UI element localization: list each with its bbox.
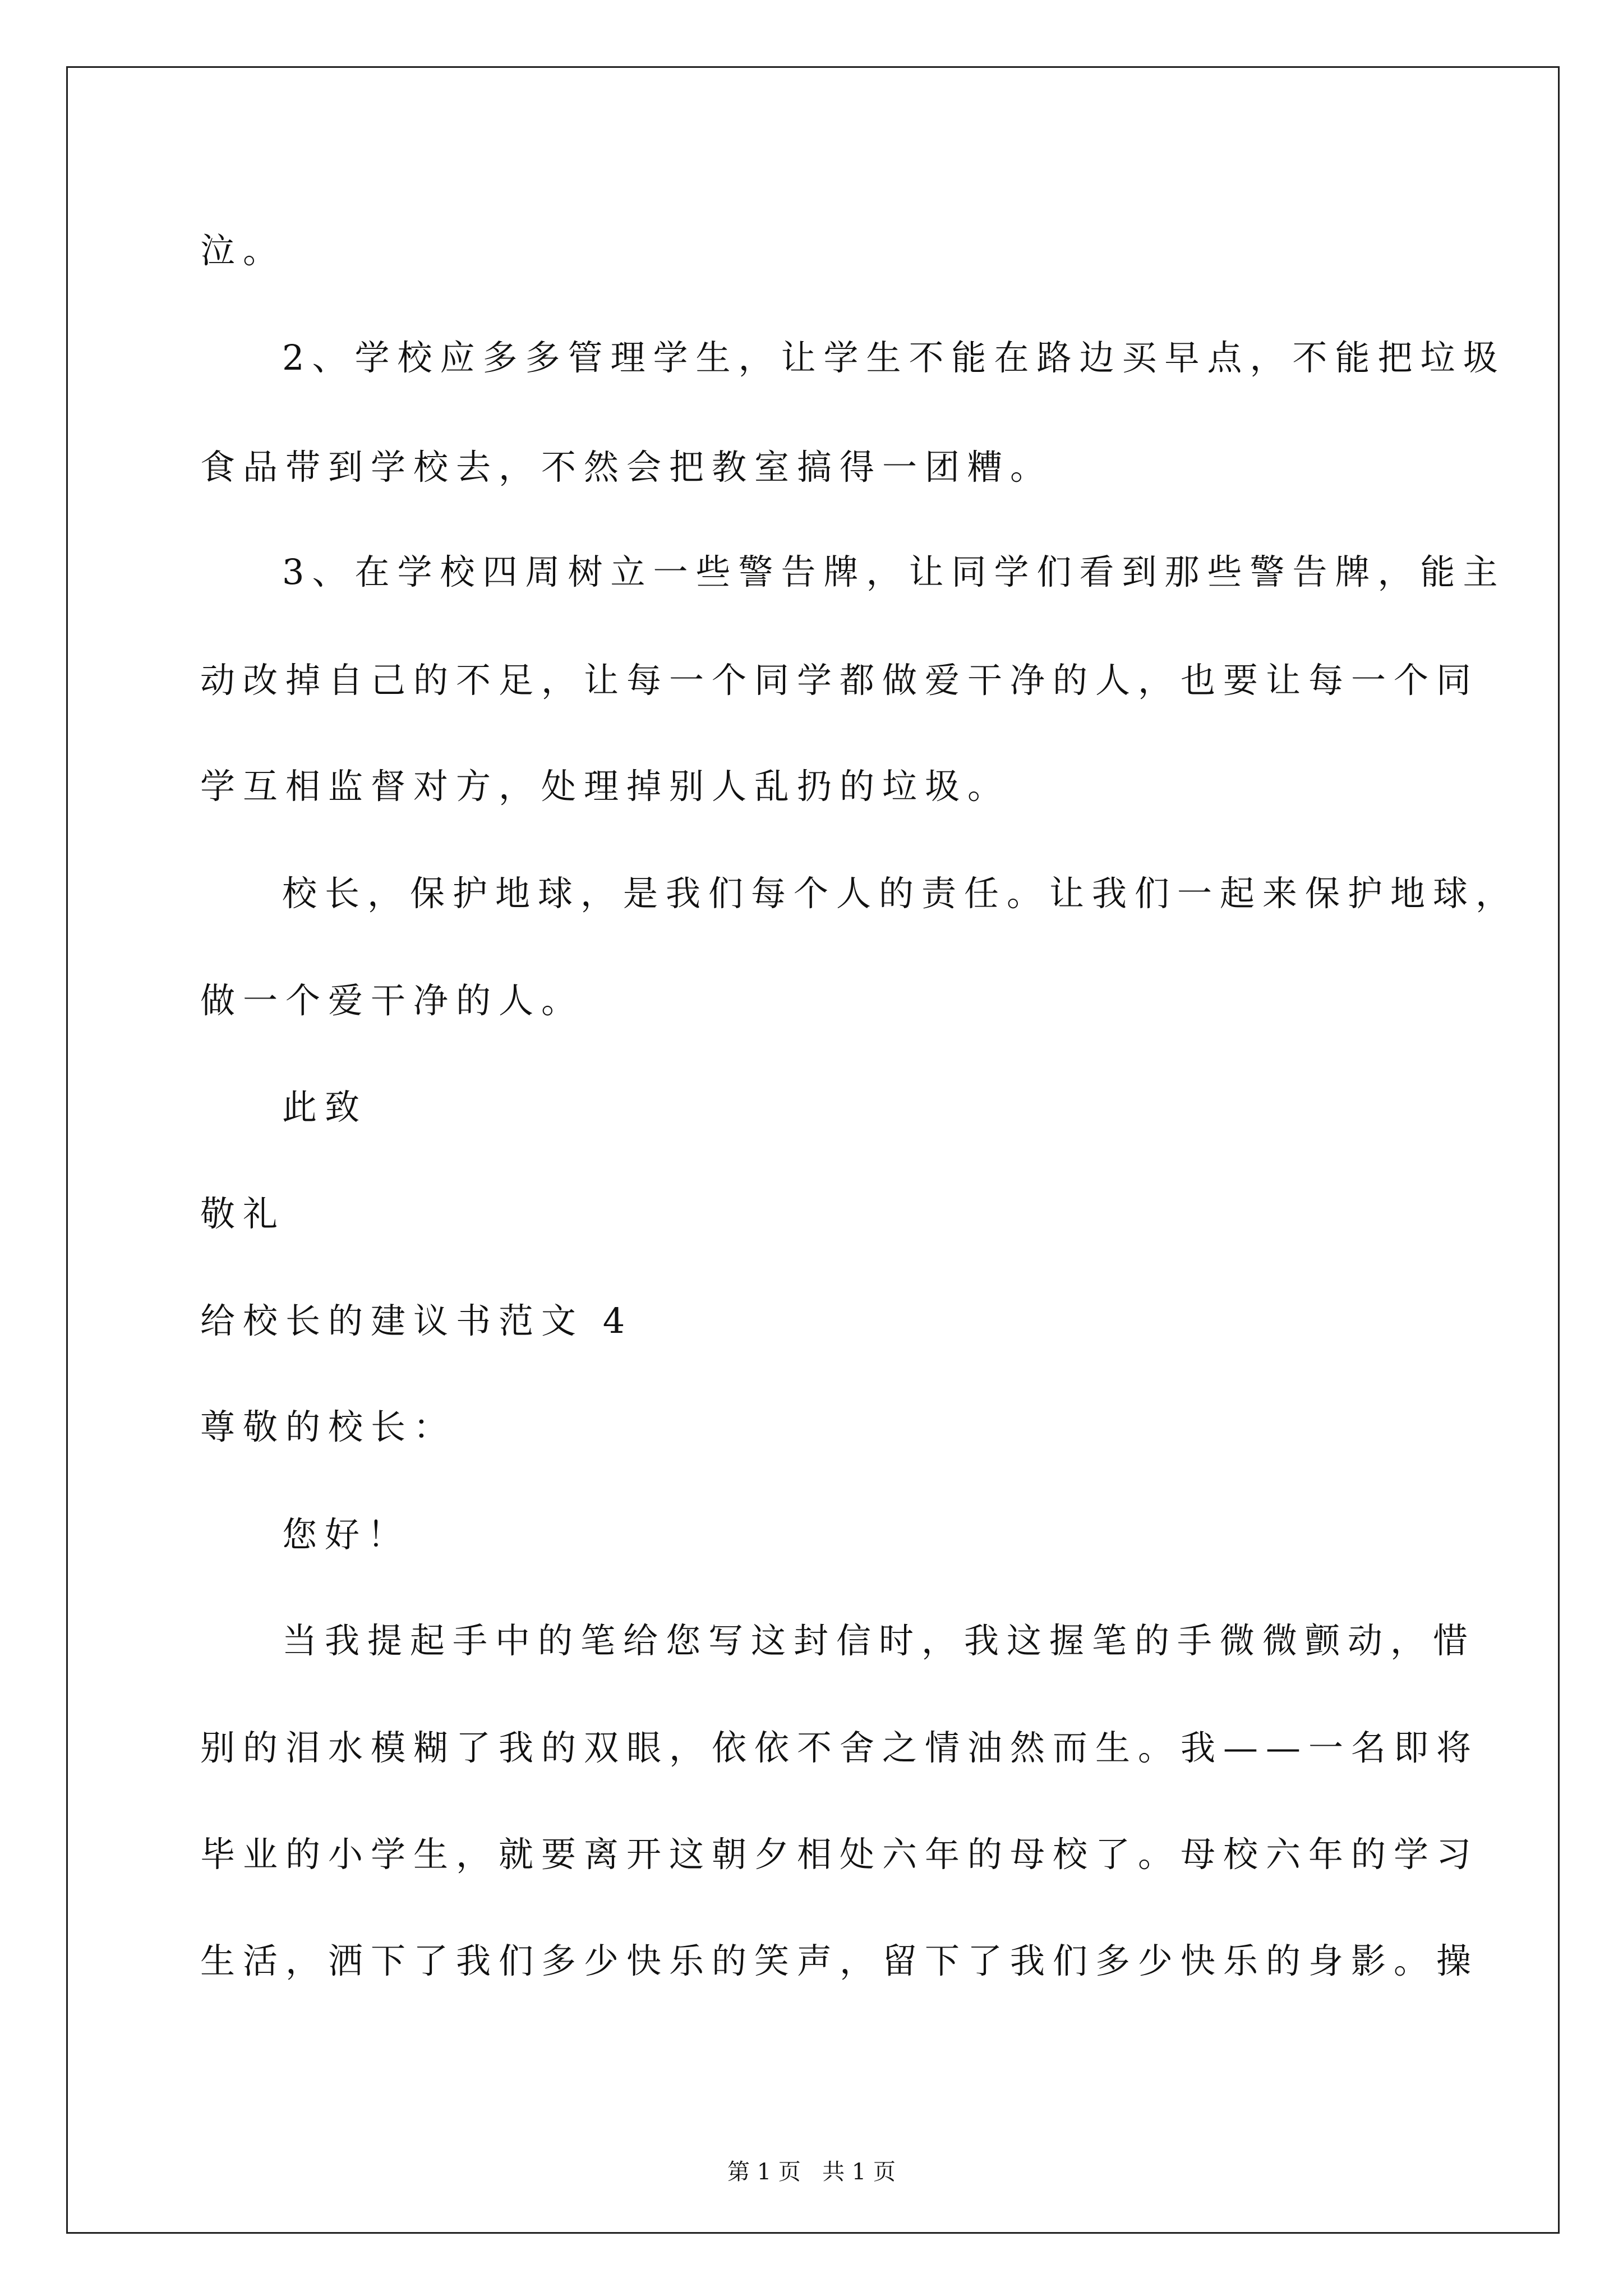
closing-line: 此致 <box>282 1087 368 1128</box>
text-line: 别的泪水模糊了我的双眼，依依不舍之情油然而生。我——一名即将 <box>200 1727 1479 1768</box>
text-line: 学互相监督对方，处理掉别人乱扔的垃圾。 <box>200 766 1011 807</box>
section-title: 给校长的建议书范文 4 <box>200 1300 633 1341</box>
paragraph-line: 当我提起手中的笔给您写这封信时，我这握笔的手微微颤动，惜 <box>282 1620 1476 1661</box>
text-line: 食品带到学校去，不然会把教室搞得一团糟。 <box>200 447 1053 487</box>
paragraph-line: 3、在学校四周树立一些警告牌，让同学们看到那些警告牌，能主 <box>282 551 1506 592</box>
text-line: 做一个爱干净的人。 <box>200 980 584 1021</box>
paragraph-line: 2、学校应多多管理学生，让学生不能在路边买早点，不能把垃圾 <box>282 337 1506 378</box>
text-line: 动改掉自己的不足，让每一个同学都做爱干净的人，也要让每一个同 <box>200 660 1479 701</box>
text-line: 泣。 <box>200 230 286 271</box>
paragraph-line: 校长，保护地球，是我们每个人的责任。让我们一起来保护地球， <box>282 873 1519 914</box>
greeting-line: 您好！ <box>282 1514 411 1555</box>
salutation-line: 敬礼 <box>200 1193 286 1234</box>
text-line: 毕业的小学生，就要离开这朝夕相处六年的母校了。母校六年的学习 <box>200 1834 1479 1875</box>
page-footer: 第 1 页 共 1 页 <box>727 2159 896 2185</box>
page-border <box>66 66 1560 2234</box>
text-line: 生活，洒下了我们多少快乐的笑声，留下了我们多少快乐的身影。操 <box>200 1940 1479 1981</box>
greeting-line: 尊敬的校长： <box>200 1406 457 1447</box>
